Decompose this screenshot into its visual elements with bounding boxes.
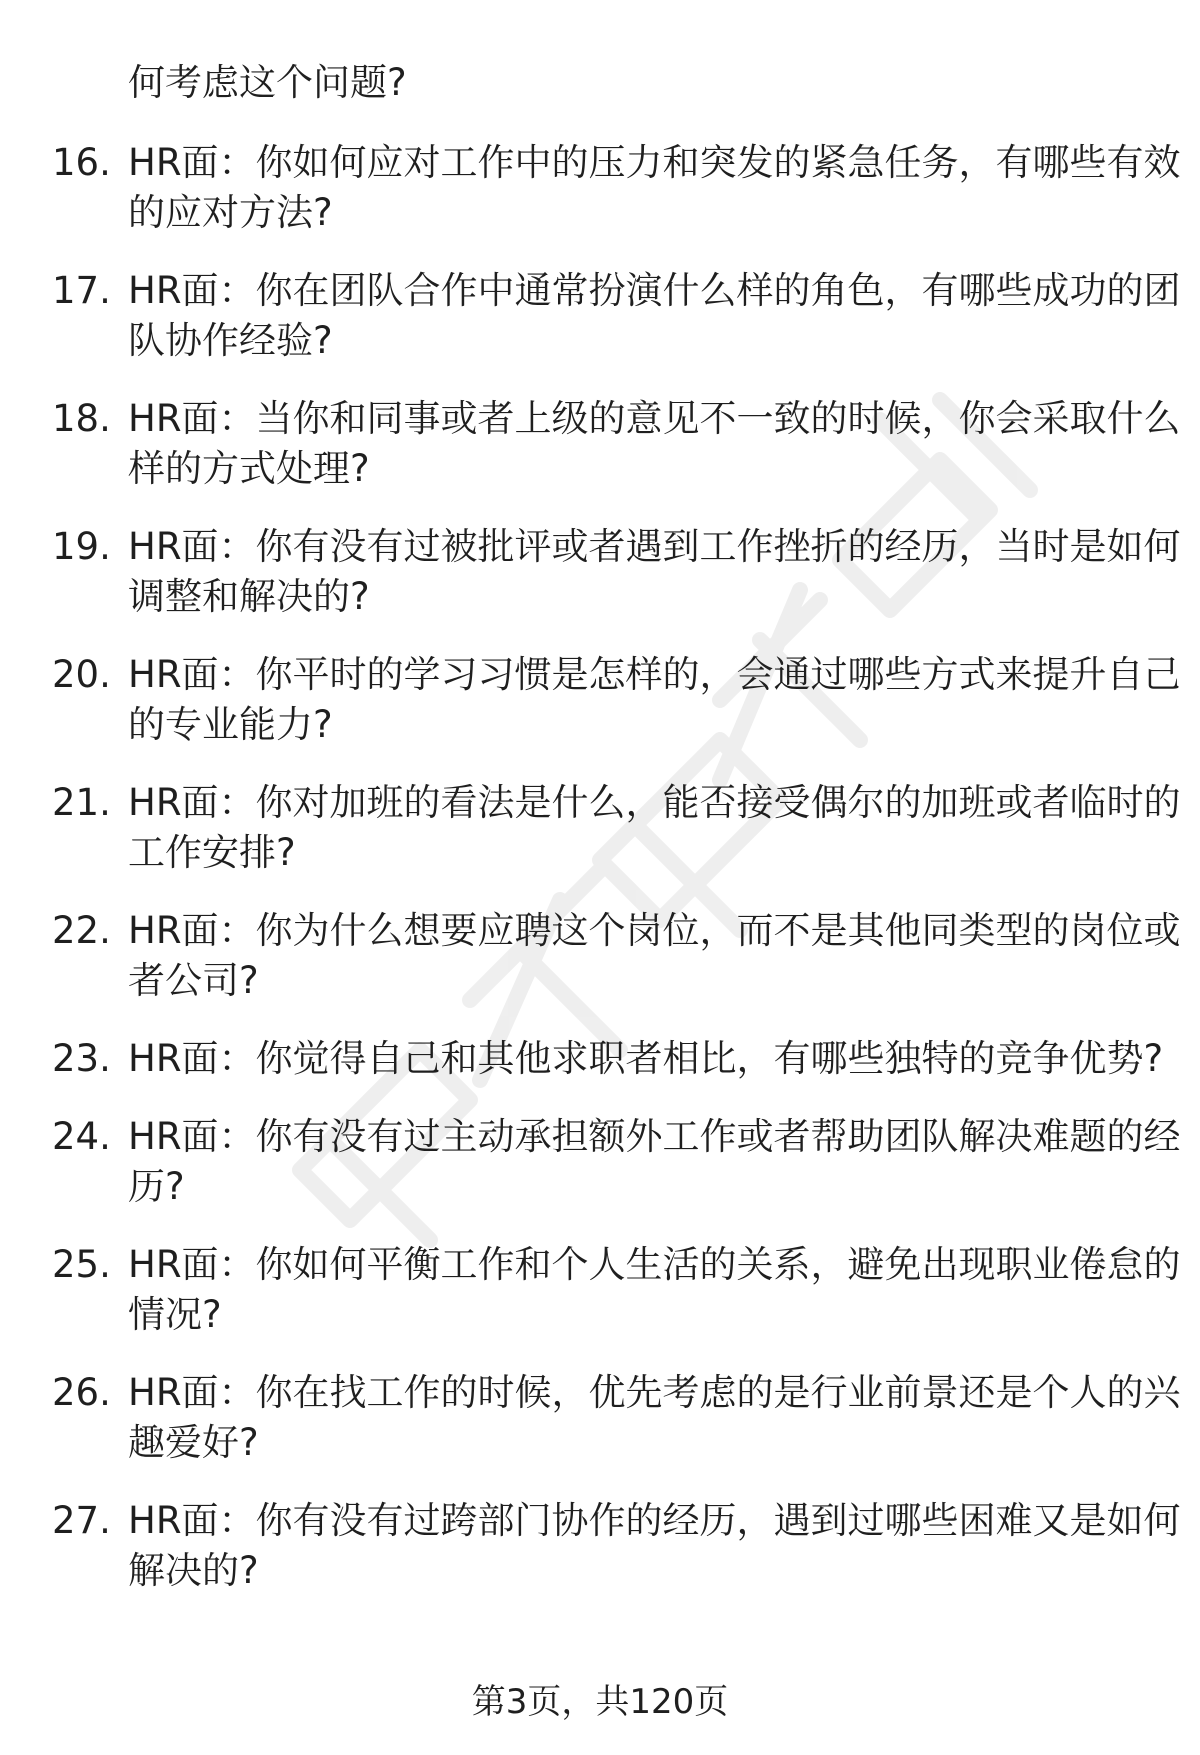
- list-item: [0, 906, 1200, 1006]
- item-number: 17.: [52, 269, 111, 312]
- item-text-line: 者公司?: [128, 959, 259, 1002]
- item-text: [128, 1240, 1181, 1340]
- item-text-line: 工作安排?: [128, 831, 296, 874]
- item-text-line: HR面：你在团队合作中通常扮演什么样的角色，有哪些成功的团: [128, 269, 1181, 312]
- item-text: [128, 778, 1181, 878]
- item-text-line: 样的方式处理?: [128, 447, 370, 490]
- item-text: [128, 1034, 1164, 1084]
- item-text-line: HR面：你有没有过主动承担额外工作或者帮助团队解决难题的经: [128, 1115, 1181, 1158]
- item-text-line: HR面：你觉得自己和其他求职者相比，有哪些独特的竞争优势?: [128, 1037, 1164, 1080]
- item-text: [128, 138, 1181, 238]
- list-item: [0, 1240, 1200, 1340]
- page-footer: 第3页，共120页: [471, 1682, 729, 1722]
- item-number: 19.: [52, 525, 111, 568]
- item-text-line: 历?: [128, 1165, 185, 1208]
- question-list: [0, 138, 1200, 1624]
- item-text: [128, 394, 1181, 494]
- item-text-line: 解决的?: [128, 1549, 259, 1592]
- item-text: [128, 906, 1181, 1006]
- item-text-line: HR面：你为什么想要应聘这个岗位，而不是其他同类型的岗位或: [128, 909, 1181, 952]
- item-text: [128, 522, 1181, 622]
- item-text-line: HR面：你有没有过被批评或者遇到工作挫折的经历，当时是如何: [128, 525, 1181, 568]
- item-number: 22.: [52, 909, 111, 952]
- item-number: 26.: [52, 1371, 111, 1414]
- item-text: [128, 650, 1181, 750]
- item-text-line: 情况?: [128, 1293, 222, 1336]
- list-item: [0, 778, 1200, 878]
- continuation-text: 何考虑这个问题?: [128, 61, 407, 104]
- item-text-line: 调整和解决的?: [128, 575, 370, 618]
- item-text-line: HR面：当你和同事或者上级的意见不一致的时候，你会采取什么: [128, 397, 1181, 440]
- item-text-line: HR面：你在找工作的时候，优先考虑的是行业前景还是个人的兴: [128, 1371, 1181, 1414]
- item-number: 18.: [52, 397, 111, 440]
- list-item: [0, 266, 1200, 366]
- item-number: 24.: [52, 1115, 111, 1158]
- item-text: [128, 1496, 1181, 1596]
- list-item: [0, 650, 1200, 750]
- item-number: 20.: [52, 653, 111, 696]
- item-number: 23.: [52, 1037, 111, 1080]
- item-number: 16.: [52, 141, 111, 184]
- item-text-line: 队协作经验?: [128, 319, 333, 362]
- item-text-line: 的应对方法?: [128, 191, 333, 234]
- item-number: 25.: [52, 1243, 111, 1286]
- item-text: [128, 1368, 1181, 1468]
- list-item: [0, 394, 1200, 494]
- item-text: [128, 1112, 1181, 1212]
- item-text: [128, 266, 1181, 366]
- item-text-line: HR面：你如何应对工作中的压力和突发的紧急任务，有哪些有效: [128, 141, 1181, 184]
- list-item: [0, 138, 1200, 238]
- list-item: [0, 1034, 1200, 1084]
- list-item: [0, 1496, 1200, 1596]
- item-text-line: HR面：你如何平衡工作和个人生活的关系，避免出现职业倦怠的: [128, 1243, 1181, 1286]
- list-item: [0, 1112, 1200, 1212]
- item-text-line: HR面：你有没有过跨部门协作的经历，遇到过哪些困难又是如何: [128, 1499, 1181, 1542]
- item-number: 27.: [52, 1499, 111, 1542]
- item-number: 21.: [52, 781, 111, 824]
- item-text-line: HR面：你对加班的看法是什么，能否接受偶尔的加班或者临时的: [128, 781, 1181, 824]
- item-text-line: 的专业能力?: [128, 703, 333, 746]
- list-item: [0, 522, 1200, 622]
- list-item: [0, 1368, 1200, 1468]
- item-text-line: 趣爱好?: [128, 1421, 259, 1464]
- item-text-line: HR面：你平时的学习习惯是怎样的，会通过哪些方式来提升自己: [128, 653, 1181, 696]
